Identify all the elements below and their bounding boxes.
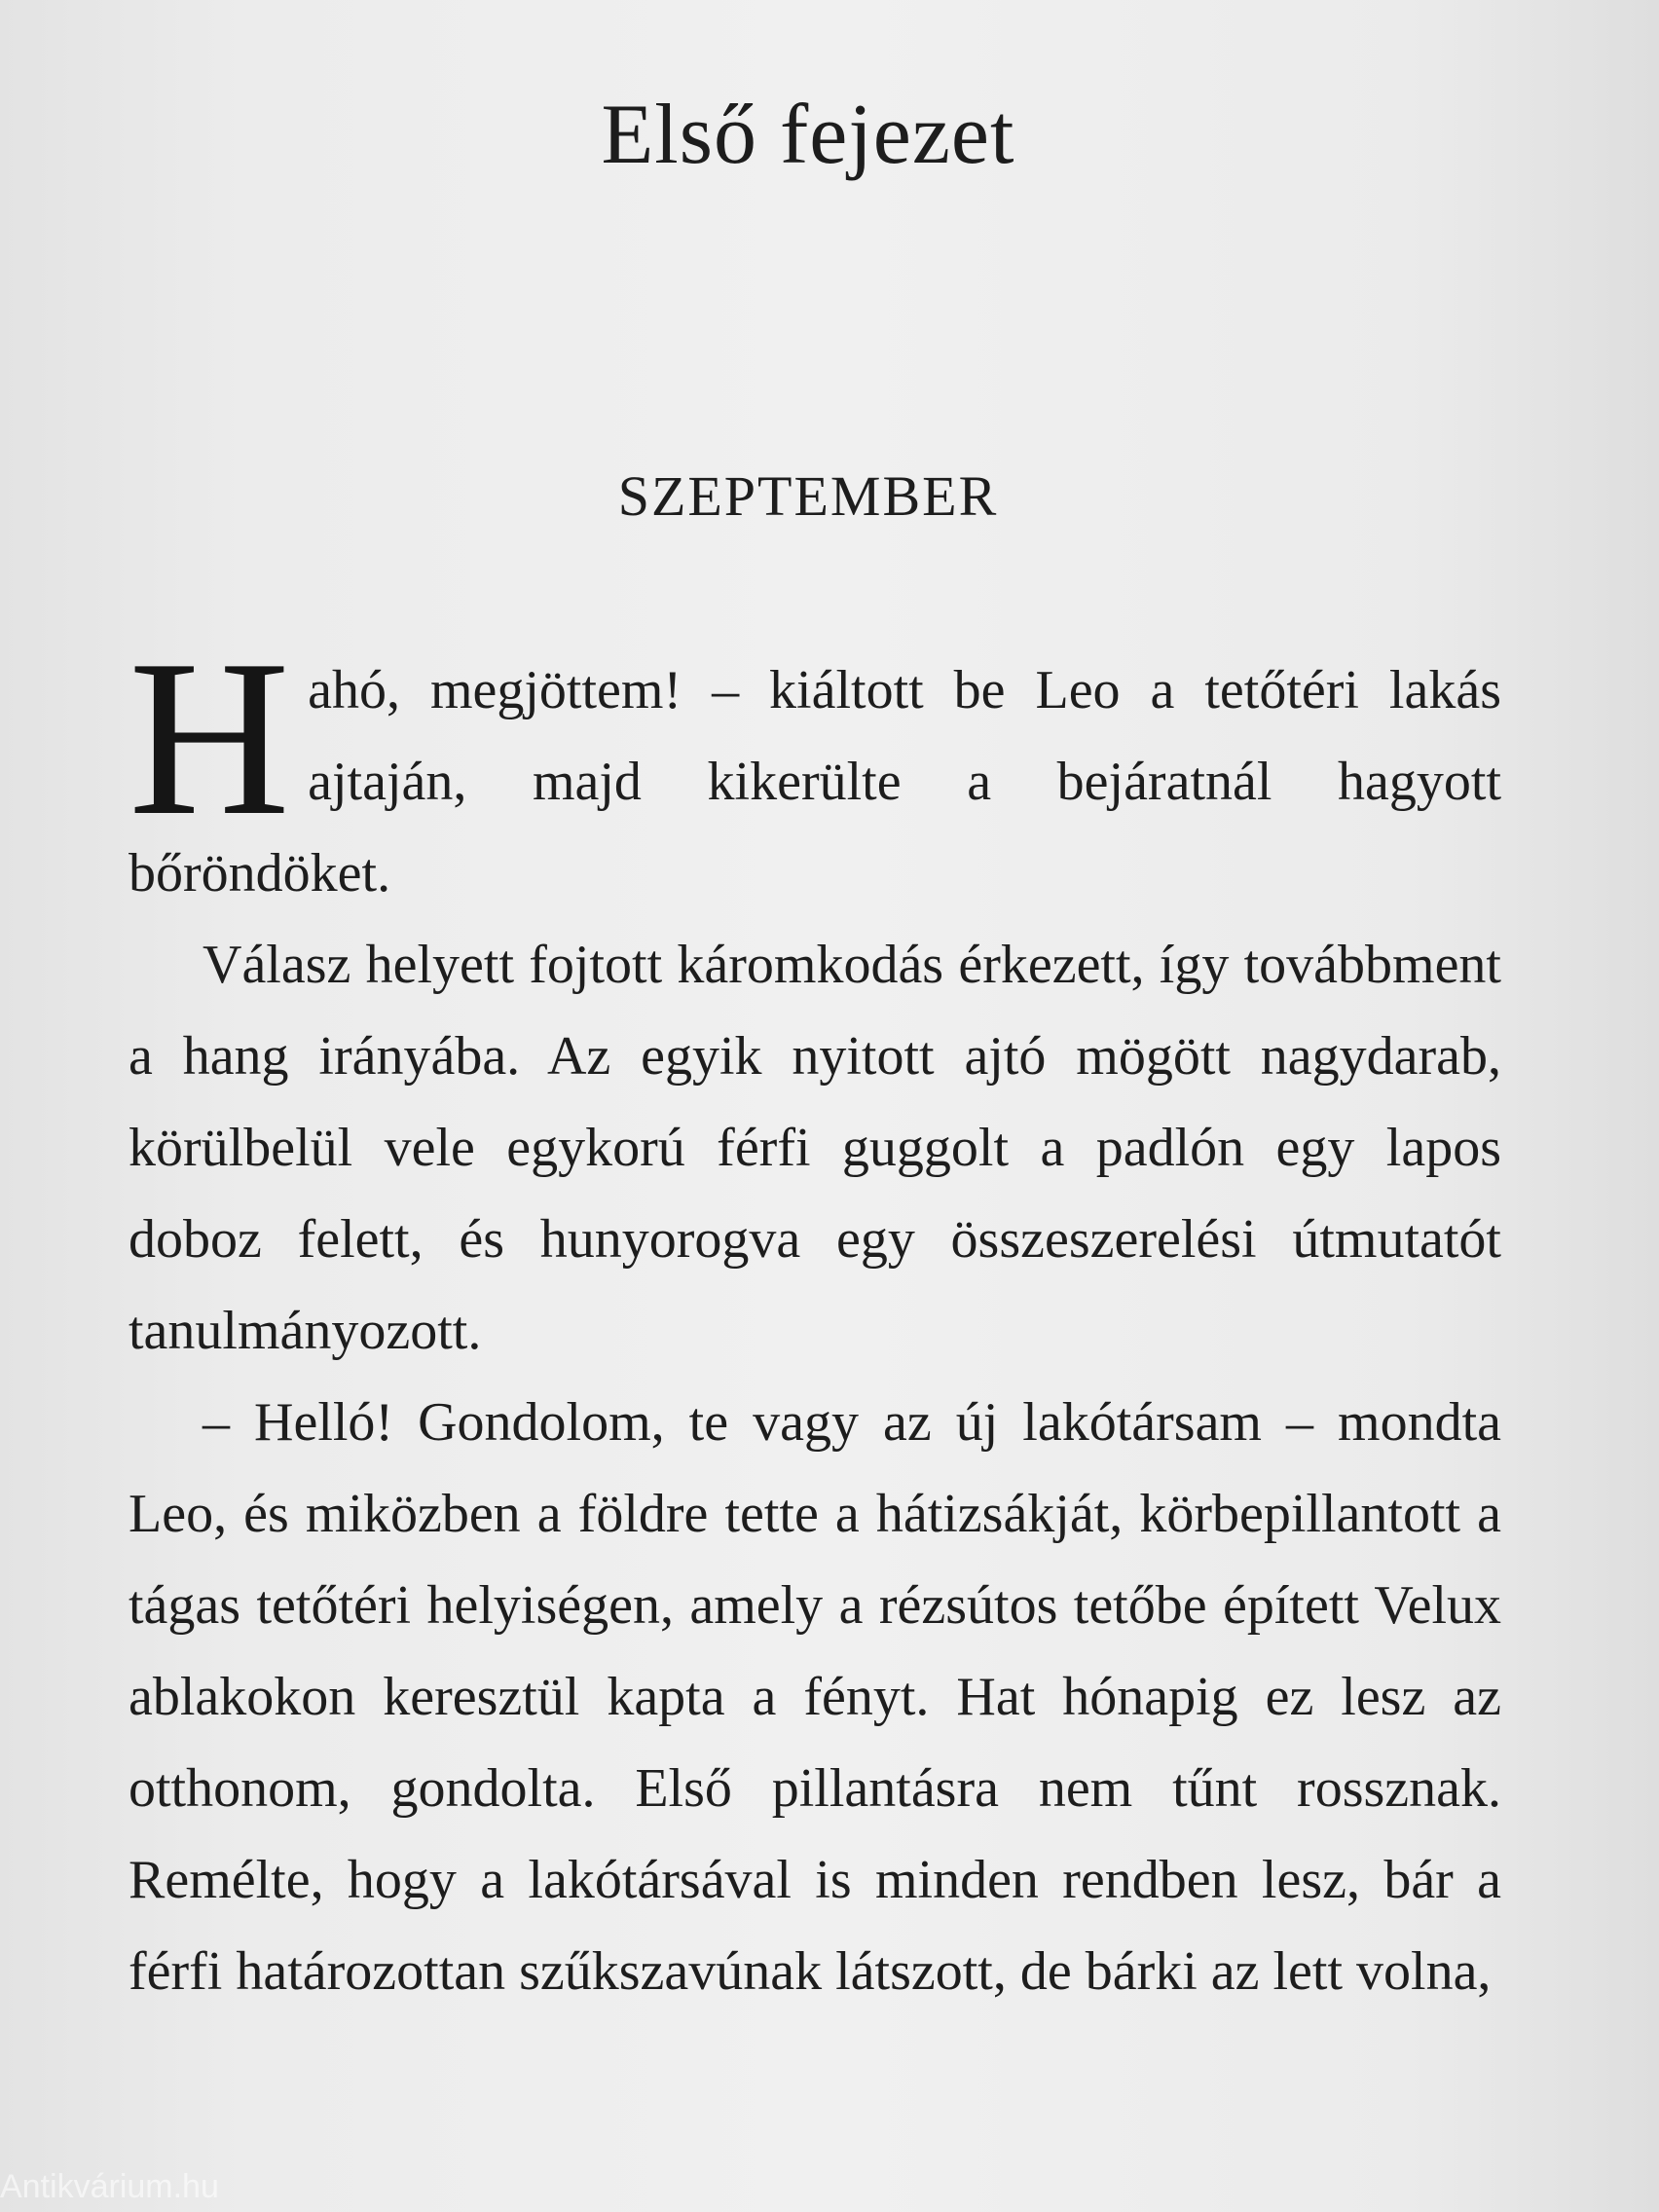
chapter-title: Első fejezet (601, 88, 1015, 182)
paragraph-3: – Helló! Gondolom, te vagy az új lakótársam – mondta Leo, és miközben a földre tette a hátizsákját, körbepillantott a tágas tetőtéri helyiségen, amely a rézsútos tetőbe épített Velux ablakokon keresztül kapta a fényt. Hat hónapig ez lesz az otthonom, gondolta. Első pillantásra nem tűnt rossznak. Remélte, hogy a lakótársával is minden rendben lesz, bár a férfi határozottan szűkszavúnak látszott, de bárki az lett volna, (129, 1392, 1501, 2002)
drop-cap: H (129, 613, 291, 862)
body-text (129, 613, 1501, 2017)
watermark: Antikvárium.hu (0, 2168, 219, 2205)
section-heading: SZEPTEMBER (617, 464, 999, 528)
paragraph-1-text: ahó, megjöttem! – kiáltott be Leo a tetőtéri lakás ajtaján, majd kikerülte a bejáratnál hagyott bőröndöket. (129, 660, 1501, 903)
paragraph-1 (129, 613, 1501, 919)
paragraph-2: Válasz helyett fojtott káromkodás érkezett, így továbbment a hang irányába. Az egyik nyitott ajtó mögött nagydarab, körülbelül vele egykorú férfi guggolt a padlón egy lapos doboz felett, és hunyorogva egy összeszerelési útmutatót tanulmányozott. (129, 935, 1501, 1361)
